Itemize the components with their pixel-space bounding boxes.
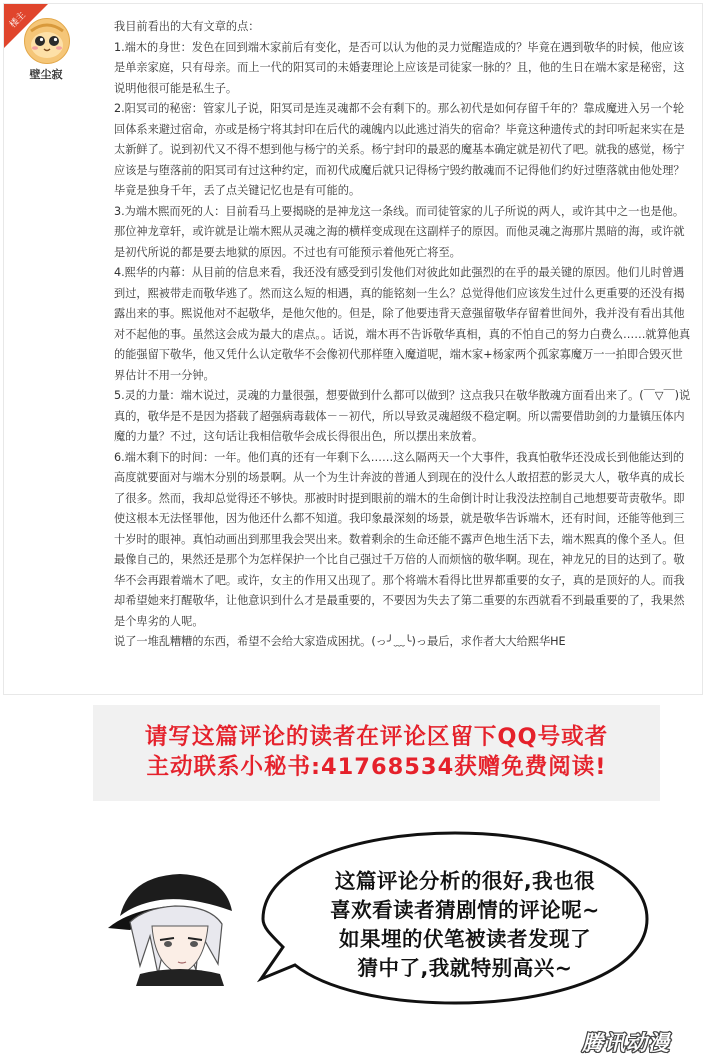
comment-paragraph: 说了一堆乱糟糟的东西，希望不会给大家造成困扰。(っ╯﹏╰)っ最后，求作者大大给熙华HE [114,635,566,648]
comment-paragraph: 5.灵的力量：端木说过，灵魂的力量很强，想要做到什么都可以做到？这点我只在敬华散魂方面看出来了。(￣▽￣)说真的，敬华是不是因为搭载了超强病毒载体－－初代，所以导致灵魂超级不稳定啊。所以需要借助剑的力量镇压体内魔的力量？不过，这句话让我相信敬华会成长得很出色，所以摆出来放着。 [114,389,691,443]
avatar-face-icon [25,19,69,63]
comment-paragraph: 3.为端木熙而死的人：目前看马上要揭晓的是神龙这一条线。而司徒管家的儿子所说的两人，或许其中之一也是他。那位神龙章轩，或许就是让端木熙从灵魂之海的横样变成现在这副样子的原因。而他灵魂之海那片黑暗的海，或许就是初代所说的都是要去地狱的原因。不过也有可能预示着他死亡将至。 [114,204,685,259]
op-badge-label: 楼主 [8,10,28,31]
author-message-line: 猜中了,我就特别高兴~ [357,956,573,980]
author-message-line: 喜欢看读者猜剧情的评论呢~ [330,898,600,922]
author-character-illustration [100,866,250,986]
promo-line-1: 请写这篇评论的读者在评论区留下QQ号或者 [144,724,609,750]
author-message-line: 这篇评论分析的很好,我也很 [334,869,596,893]
promo-line-2: 主动联系小秘书:41768534获赠免费阅读! [146,754,607,780]
comment-paragraph: 4.熙华的内幕：从目前的信息来看，我还没有感受到引发他们对彼此如此强烈的在乎的最关键的原因。他们儿时曾遇到过，熙被带走而敬华逃了。然而这么短的相遇，真的能铭刻一生么？总觉得他们应该发生过什么更重要的还没有揭露出来的事。熙说他对不起敬华，是他欠他的。但是，除了他要违背天意强留敬华存留着世间外，我并没有看出其他对不起他的事。虽然这会成为最大的虐点。。话说，端木再不告诉敬华真相，真的不怕自己的努力白费么……就算他真的能强留下敬华，他又凭什么认定敬华不会像初代那样堕入魔道呢，端木家+杨家两个孤家寡魔万一一拍即合毁灭世界估计不用一分钟。 [114,266,691,382]
comment-paragraph: 2.阳冥司的秘密：管家儿子说，阳冥司是连灵魂都不会有剩下的。那么初代是如何存留千年的？靠成魔进入另一个轮回体系来避过宿命，亦或是杨宁将其封印在后代的魂魄内以此逃过消失的宿命？毕竟这种遗传式的封印听起来实在是太新鲜了。说到初代又不得不想到他与杨宁的关系。杨宁封印的最恶的魔基本确定就是初代了吧。就我的感觉，杨宁应该是与堕落前的阳冥司有过这种约定，而初代成魔后就只记得杨宁毁约散魂而不记得他们约好过堕落就由他处理？毕竟是独身千年，丢了点关键记忆也是有可能的。 [114,102,685,197]
author-character-icon [100,866,250,986]
comment-card [3,3,703,695]
comment-body [114,17,692,653]
tencent-comics-logo: 腾讯动漫 [582,1031,670,1055]
user-avatar[interactable] [24,18,70,64]
comment-paragraph: 我目前看出的大有文章的点： [114,20,260,33]
promo-banner [93,705,660,801]
comment-paragraph: 6.端木剩下的时间：一年。他们真的还有一年剩下么……这么隔两天一个大事件，我真怕敬华还没成长到他能达到的高度就要面对与端木分别的场景啊。从一个为生计奔波的普通人到现在的没什么人敢招惹的影灵大人，敬华真的成长了很多。然而，我却总觉得还不够快。那被时时提到眼前的端木的生命倒计时让我没法控制自己地想要苛责敬华。即使这根本无法怪罪他，因为他还什么都不知道。我印象最深刻的场景，就是敬华告诉端木，还有时间，还能等他到三十岁时的眼神。真怕动画出到那里我会哭出来。数着剩余的生命还能不露声色地生活下去，端木熙真的像个圣人。但最像自己的，果然还是那个为怎样保护一个比自己强过千万倍的人而烦恼的敬华啊。现在，神龙兄的目的达到了。敬华不会再跟着端木了吧。或许，女主的作用又出现了。那个将端木看得比世界都重要的女子，真的是顶好的人。而我却希望她来打醒敬华，让他意识到什么才是最重要的，不要因为失去了第二重要的东西就看不到最重要的了，我果然是个卑劣的人呢。 [114,450,685,628]
comment-paragraph: 1.端木的身世：发色在回到端木家前后有变化，是否可以认为他的灵力觉醒造成的？毕竟在遇到敬华的时候，他应该是单亲家庭，只有母亲。而上一代的阳冥司的未婚妻理论上应该是司徒家一脉的？且，他的生日在端木家是秘密，这说明他很可能是私生子。 [114,40,685,95]
author-message-line: 如果埋的伏笔被读者发现了 [339,927,591,951]
author-message [295,867,635,983]
speech-bubble [255,829,655,1007]
username[interactable]: 壁尘寂 [29,68,63,81]
